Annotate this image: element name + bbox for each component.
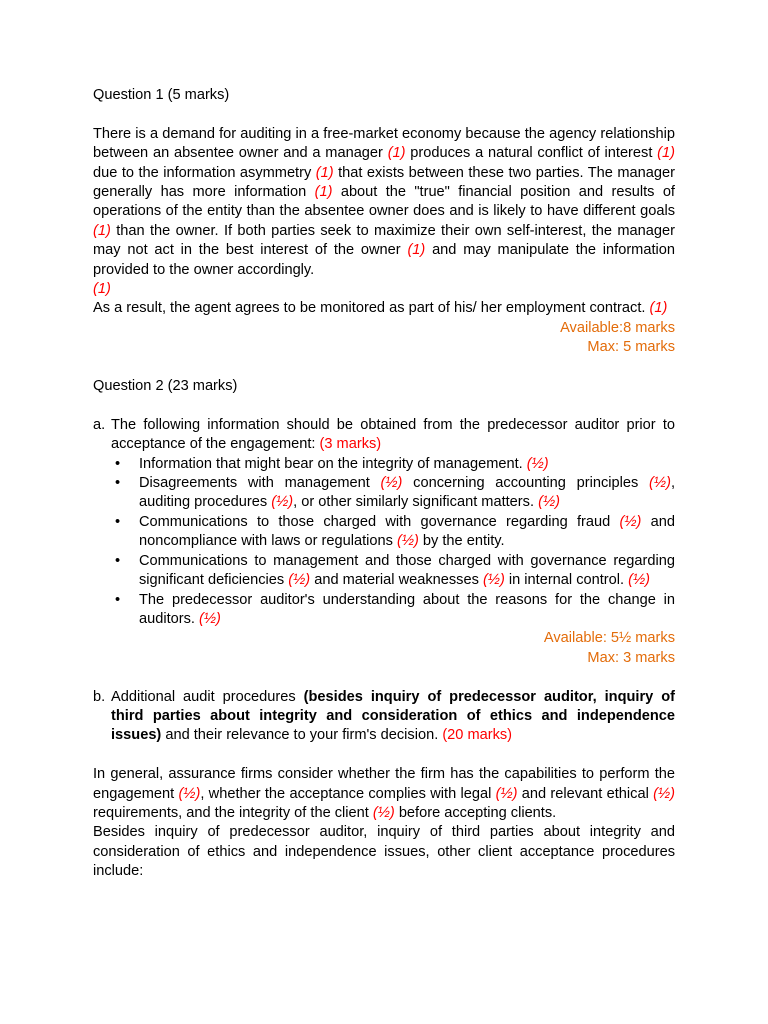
q1-text: As a result, the agent agrees to be monitored as part of his/ her employment contract. — [93, 300, 650, 317]
half-mark: (½) — [653, 785, 675, 802]
bullet-icon: • — [115, 475, 121, 492]
half-mark: (½) — [372, 804, 395, 821]
general-text: In general, assurance firms consider whether the firm has the capabilities to perform the engagement — [93, 766, 675, 802]
q1-mark: (1) — [387, 145, 406, 162]
other-procedures-paragraph: Besides inquiry of predecessor auditor, inquiry of third parties about integrity and consideration of ethics and independence issues, other client acceptance procedures include: — [93, 824, 675, 880]
part-b-text: and their relevance to your firm's decision. — [161, 727, 443, 744]
list-item-text: Communications to those charged with governance regarding fraud — [139, 513, 620, 530]
document-page — [93, 86, 675, 882]
q1-mark: (1) — [649, 300, 668, 317]
half-mark: (½) — [380, 475, 403, 492]
list-item-text: in internal control. — [504, 572, 629, 589]
list-item-text: and noncompliance with laws or regulations — [139, 513, 675, 550]
half-mark: (½) — [649, 475, 671, 492]
list-item-text: Disagreements with management — [139, 475, 381, 492]
part-b-marks: (20 marks) — [442, 727, 513, 744]
half-mark: (½) — [199, 610, 221, 627]
part-a-marks: (3 marks) — [319, 436, 382, 453]
half-mark: (½) — [178, 785, 201, 802]
half-mark: (½) — [288, 572, 311, 589]
question-1-answer — [93, 125, 675, 280]
q1-max-marks: Max: 5 marks — [587, 339, 675, 356]
question-1-title: Question 1 (5 marks) — [93, 87, 230, 103]
list-item-text: by the entity. — [418, 533, 505, 550]
half-mark: (½) — [538, 494, 560, 511]
question-1-conclusion — [93, 299, 675, 318]
list-item — [115, 591, 675, 630]
bullet-icon: • — [115, 552, 121, 569]
general-text: before accepting clients. — [394, 804, 557, 821]
q1-text: produces a natural conflict of interest — [405, 145, 658, 162]
list-item — [115, 474, 675, 513]
part-b-text: Additional audit procedures — [111, 688, 304, 705]
half-mark: (½) — [526, 455, 549, 472]
question-2-title: Question 2 (23 marks) — [93, 378, 238, 395]
bullet-icon: • — [115, 513, 121, 530]
list-item — [115, 552, 675, 591]
part-b-label: b. — [93, 688, 106, 705]
part-a-label: a. — [93, 416, 106, 433]
q1-mark: (1) — [314, 184, 333, 201]
list-item-text: , or other similarly significant matters. — [293, 494, 539, 511]
list-item-text: , auditing procedures — [139, 475, 675, 511]
list-item-text: Communications to management and those charged with governance regarding significant deficiencies — [139, 552, 675, 589]
part-b-bold-text: (besides inquiry of predecessor auditor, inquiry of third parties about integrity and consideration of ethics and independence issues) — [111, 688, 675, 744]
q1-mark: (1) — [407, 242, 426, 259]
q1-text: that exists between these two parties. The manager generally has more information — [93, 164, 675, 201]
part-a-bullet-list — [93, 455, 675, 630]
q1-available-marks: Available:8 marks — [560, 319, 675, 336]
bullet-icon: • — [115, 455, 121, 472]
general-text: requirements, and the integrity of the client — [93, 804, 373, 821]
general-text: and relevant ethical — [517, 785, 654, 802]
part-a — [93, 416, 675, 455]
bullet-icon: • — [115, 591, 121, 608]
list-item-text: concerning accounting principles — [402, 475, 650, 492]
half-mark: (½) — [619, 513, 642, 530]
part-b — [93, 688, 675, 746]
half-mark: (½) — [628, 572, 651, 589]
list-item — [115, 513, 675, 552]
q1-mark: (1) — [93, 281, 111, 298]
q1-text: than the owner. If both parties seek to maximize their own self-interest, the manager may not act in the best interest of the owner — [93, 222, 675, 259]
q1-text: about the "true" financial position and results of operations of the entity than the absentee owner does and is likely to have different goals — [93, 184, 675, 220]
q1-mark: (1) — [93, 222, 111, 239]
q1-text: There is a demand for auditing in a free-market economy because the agency relationship between an absentee owner and a manager — [93, 125, 675, 162]
half-mark: (½) — [495, 785, 518, 802]
q1-text: and may manipulate the information provided to the owner accordingly. — [93, 242, 675, 278]
q1-mark: (1) — [315, 164, 334, 181]
list-item — [115, 455, 675, 474]
general-text: , whether the acceptance complies with legal — [200, 785, 496, 802]
half-mark: (½) — [396, 533, 419, 550]
q1-mark: (1) — [657, 145, 676, 162]
half-mark: (½) — [271, 494, 294, 511]
q2a-max-marks: Max: 3 marks — [587, 649, 675, 666]
list-item-text: The predecessor auditor's understanding about the reasons for the change in auditors. — [139, 591, 675, 627]
half-mark: (½) — [482, 572, 505, 589]
q1-text: due to the information asymmetry — [93, 164, 316, 181]
list-item-text: and material weaknesses — [310, 572, 483, 589]
list-item-text: Information that might bear on the integrity of management. — [139, 455, 527, 472]
q1-mark-line — [93, 280, 675, 299]
q2a-available-marks: Available: 5½ marks — [543, 630, 675, 647]
part-a-text: The following information should be obtained from the predecessor auditor prior to acceptance of the engagement: — [111, 416, 675, 453]
general-paragraph — [93, 765, 675, 823]
